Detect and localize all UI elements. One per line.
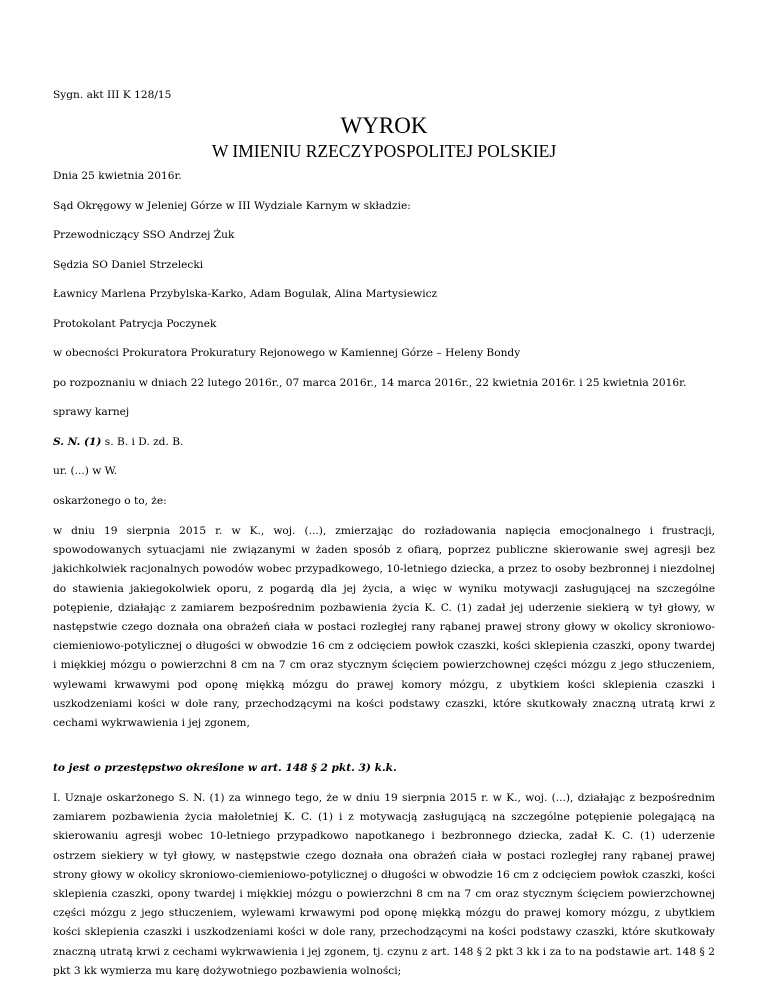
defendant-line — [53, 434, 183, 451]
accused-of-line: oskarżonego o to, że: — [53, 495, 167, 507]
hearing-dates: po rozpoznaniu w dniach 22 lutego 2016r., 07 marca 2016r., 14 marca 2016r., 22 kwietnia 2016r. i 25 kwietnia 2016r. — [53, 377, 687, 389]
date-line: Dnia 25 kwietnia 2016r. — [53, 170, 182, 182]
prosecutor-line: w obecności Prokuratora Prokuratury Rejonowego w Kamiennej Górze – Heleny Bondy — [53, 347, 521, 359]
case-number: Sygn. akt III K 128/15 — [53, 89, 172, 101]
presiding-judge: Przewodniczący SSO Andrzej Żuk — [53, 229, 235, 241]
legal-basis: to jest o przestępstwo określone w art. 148 § 2 pkt. 3) k.k. — [53, 762, 397, 774]
verdict-title: WYROK — [340, 113, 428, 138]
verdict-paragraph: I. Uznaje oskarżonego S. N. (1) za winnego tego, że w dniu 19 sierpnia 2015 r. w K., woj. (...), działając z bezpośrednim zamiarem pozbawienia życia małoletniej K. C. (1) i z motywacją zasługującą na szczególne potępienie polegającą na skierowaniu agresji wobec 10-letniego przypadkowo napotkanego i bezbronnego dziecka, zadał K. C. (1) uderzenie ostrzem siekiery w tył głowy, w następstwie czego doznała ona obrażeń ciała w postaci rozległej rany rąbanej prawej strony głowy w okolicy skroniowo-ciemieniowo-potylicznej o długości w obwodzie 16 cm z odcięciem powłok czaszki, kości sklepienia czaszki, opony twardej i miękkiej mózgu o powierzchni 8 cm na 7 cm oraz stycznym ścięciem powierzchownej części mózgu z jego stłuczeniem, wylewami krwawymi pod oponę miękką mózgu do prawej komory mózgu, z ubytkiem kości sklepienia czaszki i uszkodzeniami kości w dole rany, przechodzącymi na kości podstawy czaszki, które skutkowały znaczną utratą krwi z cechami wykrwawienia i jej zgonem, tj. czynu z art. 148 § 2 pkt 3 kk i za to na podstawie art. 148 § 2 pkt 3 kk wymierza mu karę dożywotniego pozbawienia wolności; — [53, 792, 715, 977]
defendant-parents: s. B. i D. zd. B. — [101, 436, 184, 448]
court-line: Sąd Okręgowy w Jeleniej Górze w III Wydziale Karnym w składzie: — [53, 200, 411, 212]
court-clerk: Protokolant Patrycja Poczynek — [53, 318, 217, 330]
lay-judges: Ławnicy Marlena Przybylska-Karko, Adam Bogulak, Alina Martysiewicz — [53, 288, 438, 300]
defendant-birth: ur. (...) w W. — [53, 465, 118, 477]
judge: Sędzia SO Daniel Strzelecki — [53, 259, 204, 271]
charge-paragraph: w dniu 19 sierpnia 2015 r. w K., woj. (...), zmierzając do rozładowania napięcia emocjonalnego i frustracji, spowodowanych sytuacjami nie związanymi w żaden sposób z ofiarą, poprzez publiczne skierowanie swej agresji bez jakichkolwiek racjonalnych powodów wobec przypadkowego, 10-letniego dziecka, a przez to osoby bezbronnej i niezdolnej do stawienia jakiegokolwiek oporu, z pogardą dla jej życia, a więc w wyniku motywacji zasługującej na szczególne potępienie, działając z zamiarem bezpośrednim pozbawienia życia K. C. (1) zadał jej uderzenie siekierą w tył głowy, w następstwie czego doznała ona obrażeń ciała w postaci rozległej rany rąbanej prawej strony głowy w okolicy skroniowo-ciemieniowo-potylicznej o długości w obwodzie 16 cm z odcięciem powłok czaszki, kości sklepienia czaszki, opony twardej i miękkiej mózgu o powierzchni 8 cm na 7 cm oraz stycznym ścięciem powierzchownej części mózgu z jego stłuczeniem, wylewami krwawymi pod oponę miękką mózgu do prawej komory mózgu, z ubytkiem kości sklepienia czaszki i uszkodzeniami kości w dole rany, przechodzącymi na kości podstawy czaszki, które skutkowały znaczną utratą krwi z cechami wykrwawienia i jej zgonem, — [53, 525, 715, 730]
defendant-name: S. N. (1) — [53, 436, 102, 448]
case-type: sprawy karnej — [53, 406, 130, 418]
verdict-subtitle: W IMIENIU RZECZYPOSPOLITEJ POLSKIEJ — [211, 141, 557, 161]
